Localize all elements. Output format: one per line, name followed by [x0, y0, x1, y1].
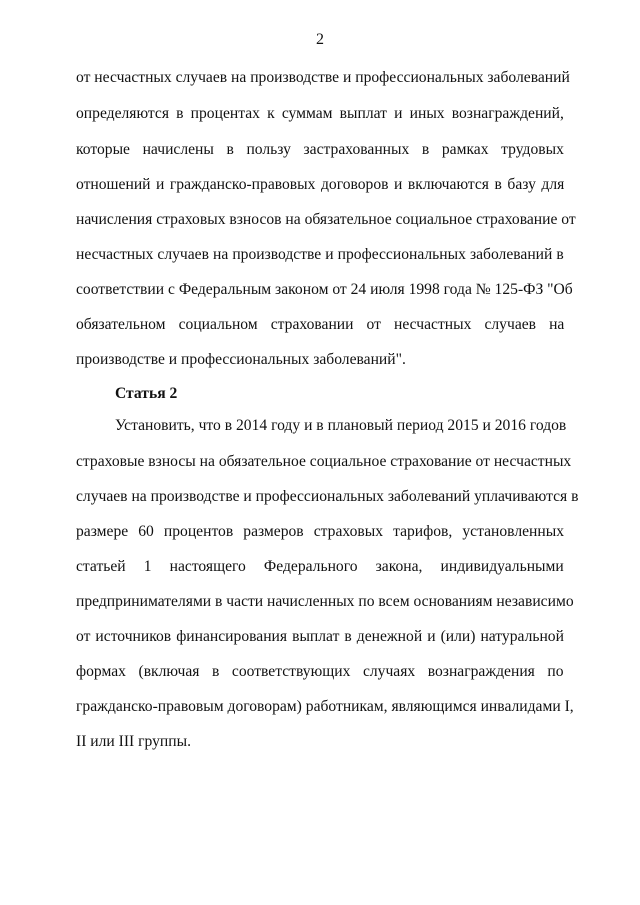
- paragraph-line: которые начислены в пользу застрахованных в рамках трудовых: [76, 141, 564, 158]
- article-line: предпринимателями в части начисленных по всем основаниям независимо: [76, 593, 574, 610]
- paragraph-line: соответствии с Федеральным законом от 24 июля 1998 года № 125-ФЗ "Об: [76, 281, 573, 298]
- article-line: формах (включая в соответствующих случаях вознаграждения по: [76, 663, 564, 680]
- article-line: размере 60 процентов размеров страховых тарифов, установленных: [76, 523, 564, 540]
- article-line: гражданско-правовым договорам) работникам, являющимся инвалидами I,: [76, 698, 574, 715]
- article-heading: Статья 2: [115, 385, 178, 402]
- article-line: II или III группы.: [76, 733, 191, 750]
- paragraph-line: несчастных случаев на производстве и профессиональных заболеваний в: [76, 246, 564, 263]
- article-line: от источников финансирования выплат в денежной и (или) натуральной: [76, 628, 564, 645]
- article-line: Установить, что в 2014 году и в плановый период 2015 и 2016 годов: [115, 417, 567, 434]
- paragraph-line: отношений и гражданско-правовых договоров и включаются в базу для: [76, 176, 565, 193]
- paragraph-line: определяются в процентах к суммам выплат и иных вознаграждений,: [76, 105, 564, 122]
- paragraph-line: от несчастных случаев на производстве и профессиональных заболеваний: [76, 69, 570, 86]
- article-line: статьей 1 настоящего Федерального закона, индивидуальными: [76, 558, 564, 575]
- article-line: страховые взносы на обязательное социальное страхование от несчастных: [76, 453, 572, 470]
- paragraph-line: начисления страховых взносов на обязательное социальное страхование от: [76, 211, 576, 228]
- paragraph-line: обязательном социальном страховании от несчастных случаев на: [76, 316, 565, 333]
- paragraph-line: производстве и профессиональных заболеваний".: [76, 351, 406, 368]
- page-number: 2: [316, 31, 324, 48]
- article-line: случаев на производстве и профессиональных заболеваний уплачиваются в: [76, 488, 579, 505]
